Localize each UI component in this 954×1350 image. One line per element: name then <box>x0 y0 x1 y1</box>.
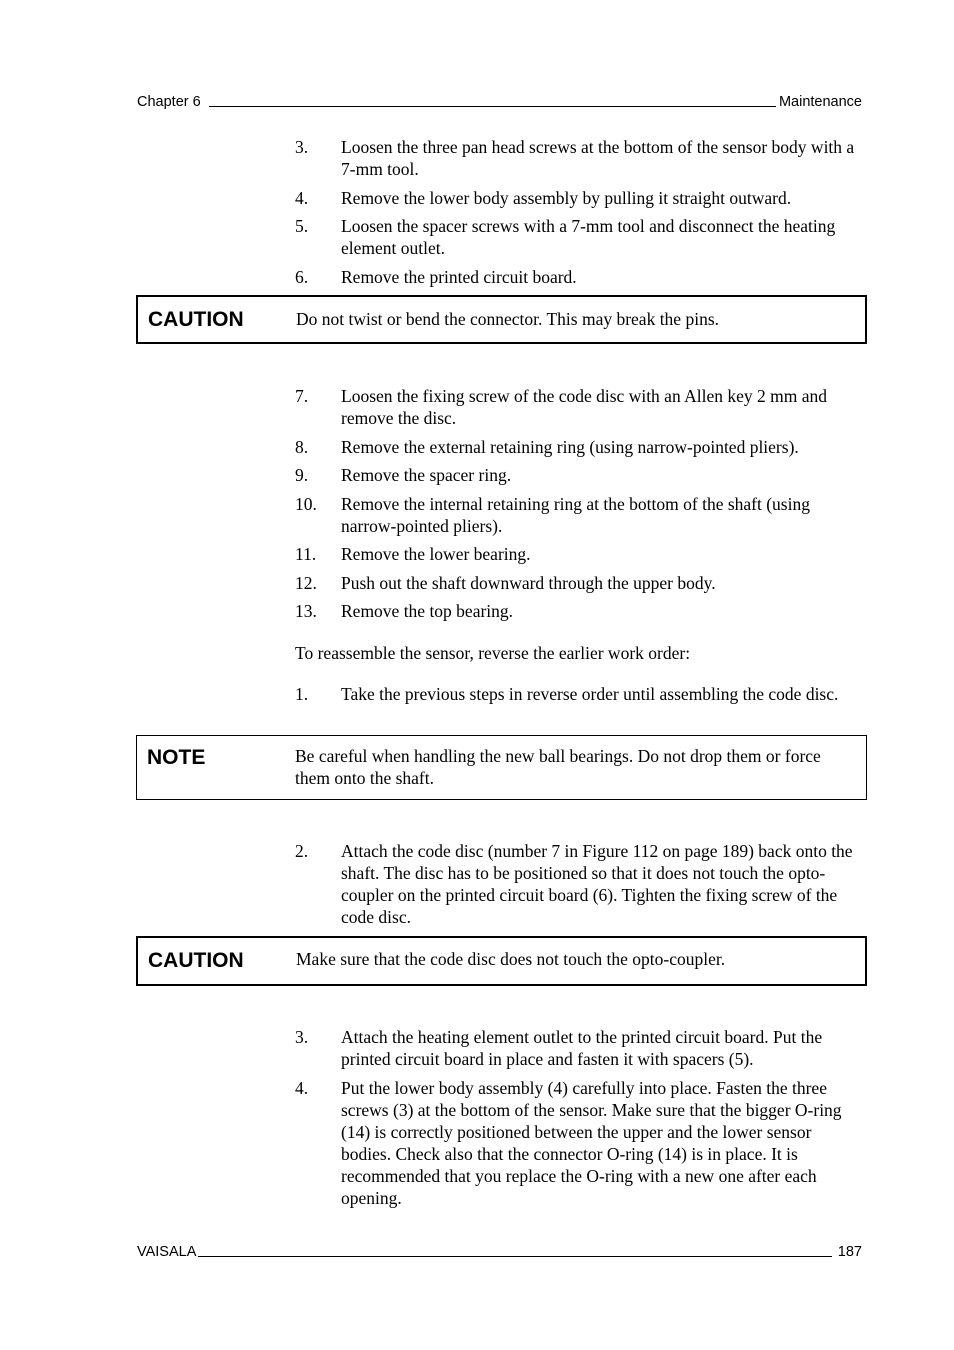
company-label: VAISALA <box>137 1244 197 1260</box>
note-label: NOTE <box>147 746 206 769</box>
list-item: 9. Remove the spacer ring. <box>295 465 512 485</box>
page-header <box>137 90 862 110</box>
page-footer <box>137 1240 862 1260</box>
steps-list-5 <box>295 1026 860 1215</box>
header-rule <box>209 106 776 107</box>
footer-rule <box>198 1256 831 1257</box>
caution-label: CAUTION <box>148 949 244 972</box>
note-text: Be careful when handling the new ball bearings. Do not drop them or force them onto the shaft. <box>295 746 821 788</box>
caution-box <box>136 295 867 344</box>
steps-list-2 <box>295 385 860 629</box>
caution-text: Do not twist or bend the connector. This may break the pins. <box>296 309 719 329</box>
list-item: 2. Attach the code disc (number 7 in Figure 112 on page 189) back onto the shaft. The disc has to be positioned so that it does not touch the opto-coupler on the printed circuit board (6). Tighten the fixing screw of the code disc. <box>295 841 853 927</box>
list-item: 3. Attach the heating element outlet to the printed circuit board. Put the printed circuit board in place and fasten it with spacers (5). <box>295 1027 823 1069</box>
steps-list-4 <box>295 840 860 935</box>
list-item: 1. Take the previous steps in reverse order until assembling the code disc. <box>295 684 839 704</box>
list-item: 13. Remove the top bearing. <box>295 601 514 621</box>
list-item: 4. Remove the lower body assembly by pulling it straight outward. <box>295 187 792 208</box>
list-item: 6. Remove the printed circuit board. <box>295 266 577 287</box>
list-item: 8. Remove the external retaining ring (using narrow-pointed pliers). <box>295 436 799 457</box>
page-number: 187 <box>837 1244 862 1260</box>
list-item: 11. Remove the lower bearing. <box>295 544 531 564</box>
list-item: 10. Remove the internal retaining ring at the bottom of the shaft (using narrow-pointed pliers). <box>295 493 810 536</box>
steps-list-3 <box>295 683 860 712</box>
list-item: 12. Push out the shaft downward through the upper body. <box>295 572 716 593</box>
list-item: 7. Loosen the fixing screw of the code disc with an Allen key 2 mm and remove the disc. <box>295 386 827 428</box>
list-item: 3. Loosen the three pan head screws at the bottom of the sensor body with a 7-mm tool. <box>295 137 855 179</box>
steps-list-1 <box>295 136 860 294</box>
caution-box <box>136 936 867 986</box>
reassemble-intro: To reassemble the sensor, reverse the earlier work order: <box>295 643 691 663</box>
caution-label: CAUTION <box>148 308 244 331</box>
section-label: Maintenance <box>778 94 862 110</box>
list-item: 4. Put the lower body assembly (4) carefully into place. Fasten the three screws (3) at the bottom of the sensor. Make sure that the bigger O-ring (14) is correctly positioned between the upper and the lower sensor bodies. Check also that the connector O-ring (14) is in place. It is recommended that you replace the O-ring with a new one after each opening. <box>295 1077 842 1208</box>
note-box <box>136 735 867 800</box>
caution-text: Make sure that the code disc does not touch the opto-coupler. <box>296 949 726 969</box>
list-item: 5. Loosen the spacer screws with a 7-mm tool and disconnect the heating element outlet. <box>295 216 836 258</box>
chapter-label: Chapter 6 <box>137 94 201 110</box>
